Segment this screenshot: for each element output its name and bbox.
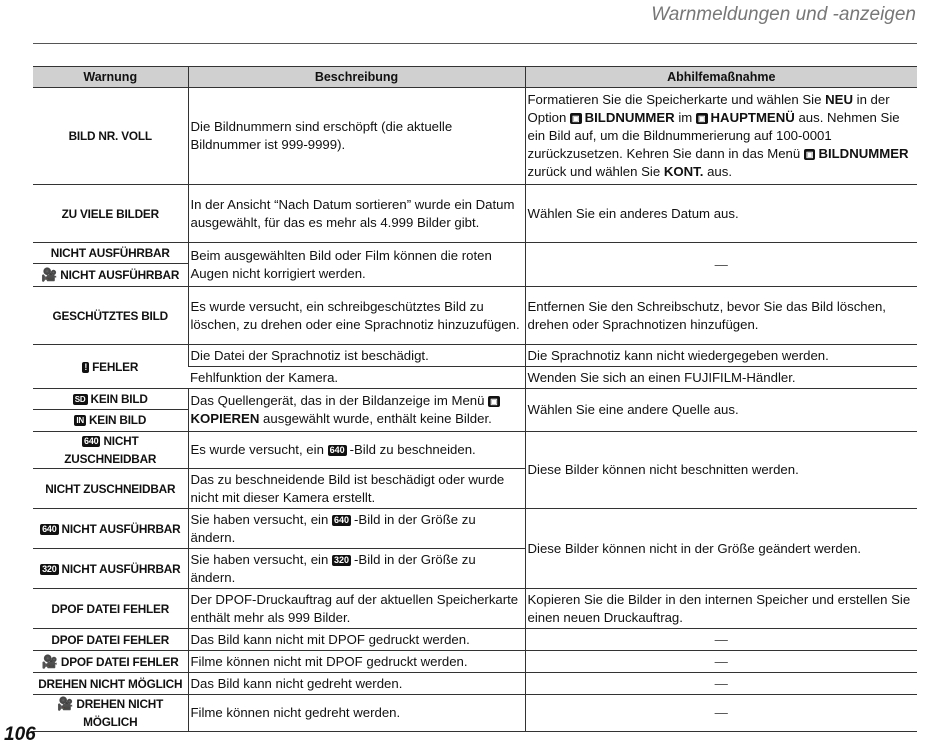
description-cell: Beim ausgewählten Bild oder Film können die roten Augen nicht korrigiert werden. [188,243,525,287]
remedy-cell: Diese Bilder können nicht beschnitten werden. [525,432,917,509]
table-row [33,243,917,287]
remedy-cell: Diese Bilder können nicht in der Größe geändert werden. [525,509,917,589]
warning-cell: BILD NR. VOLL [33,88,188,185]
size-320-icon: 320 [334,554,350,565]
warning-cell: 🎥 DPOF DATEI FEHLER [33,651,188,673]
description-cell: Sie haben versucht, ein 320 -Bild in der Größe zu ändern. [188,549,525,589]
remedy-cell: — [525,243,917,287]
playback-menu-icon: ▣ [572,114,580,123]
table-row [33,287,917,345]
warning-cell: SD KEIN BILD IN KEIN BILD [33,389,188,432]
warning-cell: 🎥 DREHEN NICHT MÖGLICH [33,695,188,732]
description-cell: Das Bild kann nicht gedreht werden. [188,673,525,695]
playback-menu-icon: ▣ [805,150,814,159]
remedy-cell: Entfernen Sie den Schreibschutz, bevor Sie das Bild löschen, drehen oder Sprachnotizen hinzufügen. [525,287,917,345]
movie-camera-icon: 🎥 [41,653,58,669]
description-cell: Die Datei der Sprachnotiz ist beschädigt. [188,345,525,367]
column-header-beschreibung: Beschreibung [188,67,525,88]
table-row [33,589,917,629]
size-640-icon: 640 [84,436,99,446]
section-title: Warnmeldungen und -anzeigen [651,4,916,25]
sd-card-icon: SD [74,395,86,404]
warning-cell: GESCHÜTZTES BILD [33,287,188,345]
movie-camera-icon: 🎥 [57,696,74,711]
table-row [33,432,917,469]
table-row [33,509,917,549]
warning-cell: NICHT ZUSCHNEIDBAR [33,469,188,509]
size-320-icon: 320 [42,563,57,574]
description-cell: Das Bild kann nicht mit DPOF gedruckt werden. [188,629,525,651]
setup-menu-icon: ▣ [697,114,706,123]
size-640-icon: 640 [329,445,345,455]
table-row [33,345,917,367]
description-cell: Fehlfunktion der Kamera. [188,367,525,389]
warning-cell: 640 NICHT ZUSCHNEIDBAR [33,432,188,469]
description-cell: Die Bildnummern sind erschöpft (die aktuelle Bildnummer ist 999-9999). [188,88,525,185]
description-cell: Filme können nicht gedreht werden. [188,695,525,732]
description-cell: Der DPOF-Druckauftrag auf der aktuellen Speicherkarte enthält mehr als 999 Bilder. [188,589,525,629]
table-header-row [33,67,917,88]
warning-cell: NICHT AUSFÜHRBAR 🎥 NICHT AUSFÜHRBAR [33,243,188,287]
error-icon: ! [84,361,88,372]
table-row [33,185,917,243]
warning-cell: ! FEHLER [33,345,188,389]
warning-cell: DREHEN NICHT MÖGLICH [33,673,188,695]
size-640-icon: 640 [334,514,350,525]
description-cell: Sie haben versucht, ein 640 -Bild in der Größe zu ändern. [188,509,525,549]
remedy-cell: — [525,651,917,673]
header-divider [33,43,917,44]
remedy-cell: — [525,695,917,732]
table-row [33,389,917,432]
remedy-cell: Wenden Sie sich an einen FUJIFILM-Händler. [525,367,917,389]
playback-menu-icon: ▣ [490,397,498,406]
internal-memory-icon: IN [76,416,84,425]
warning-cell: ZU VIELE BILDER [33,185,188,243]
remedy-cell: — [525,629,917,651]
page-number: 106 [4,724,36,745]
remedy-cell: Kopieren Sie die Bilder in den internen Speicher und erstellen Sie einen neuen Druckauftrag. [525,589,917,629]
remedy-cell: — [525,673,917,695]
description-cell: Es wurde versucht, ein schreibgeschütztes Bild zu löschen, zu drehen oder eine Sprachnotiz hinzuzufügen. [188,287,525,345]
description-cell: Es wurde versucht, ein 640 -Bild zu beschneiden. [188,432,525,469]
table-row [33,629,917,651]
warning-cell: DPOF DATEI FEHLER [33,589,188,629]
remedy-cell: Formatieren Sie die Speicherkarte und wählen Sie NEU in der Option ▣ BILDNUMMER im ▣ HAUPTMENÜ aus. Nehmen Sie ein Bild auf, um die Bildnummerierung auf 100-0001 zurückzusetzen. Kehren Sie dann in das Menü ▣ BILDNUMMER zurück und wählen Sie KONT. aus. [525,88,917,185]
warning-table [33,66,917,732]
description-cell: Filme können nicht mit DPOF gedruckt werden. [188,651,525,673]
description-cell: In der Ansicht “Nach Datum sortieren” wurde ein Datum ausgewählt, für das es mehr als 4.999 Bilder gibt. [188,185,525,243]
remedy-cell: Wählen Sie ein anderes Datum aus. [525,185,917,243]
description-cell: Das zu beschneidende Bild ist beschädigt oder wurde nicht mit dieser Kamera erstellt. [188,469,525,509]
size-640-icon: 640 [42,523,57,534]
description-cell: Das Quellengerät, das in der Bildanzeige im Menü ▣KOPIEREN ausgewählt wurde, enthält keine Bilder. [188,389,525,432]
warning-cell: 320 NICHT AUSFÜHRBAR [33,549,188,589]
table-row [33,651,917,673]
column-header-abhilfe: Abhilfemaßnahme [525,67,917,88]
warning-cell: 640 NICHT AUSFÜHRBAR [33,509,188,549]
table-row [33,695,917,732]
remedy-cell: Die Sprachnotiz kann nicht wiedergegeben werden. [525,345,917,367]
remedy-cell: Wählen Sie eine andere Quelle aus. [525,389,917,432]
warning-cell: DPOF DATEI FEHLER [33,629,188,651]
table-row [33,673,917,695]
column-header-warnung: Warnung [33,67,188,88]
movie-camera-icon: 🎥 [41,267,58,282]
table-row [33,88,917,185]
